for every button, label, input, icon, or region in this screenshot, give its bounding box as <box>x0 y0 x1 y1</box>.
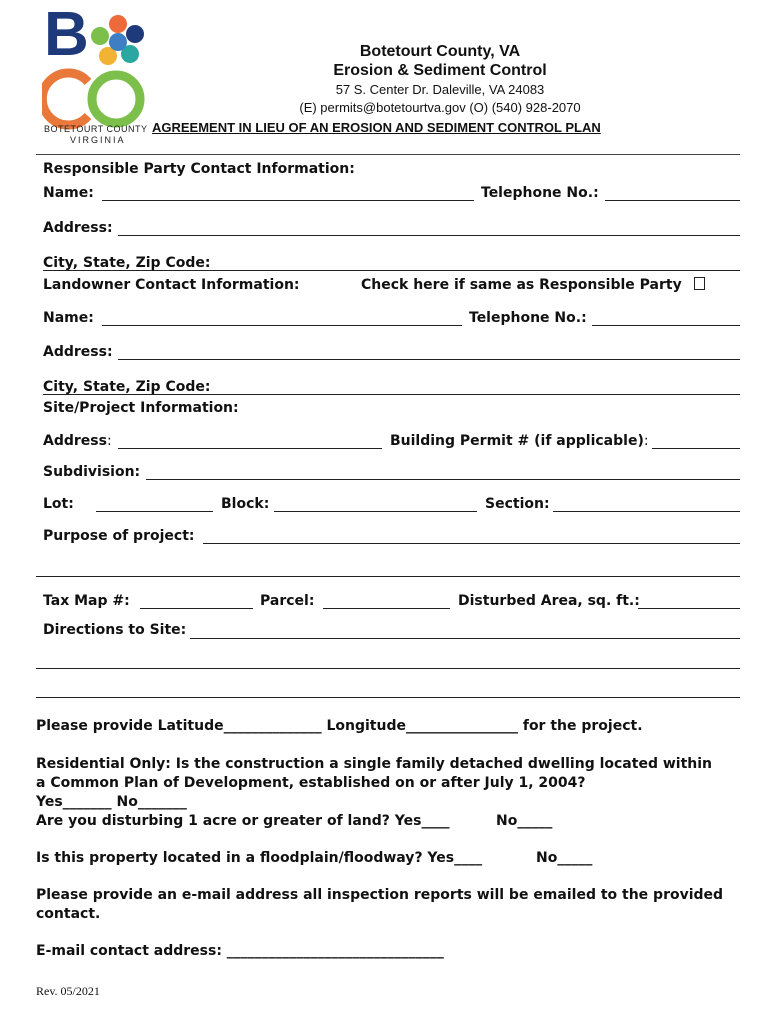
building-permit-field[interactable] <box>652 448 740 449</box>
block-field[interactable] <box>274 511 477 512</box>
residential-question-line-2: a Common Plan of Development, established on or after July 1, 2004? <box>36 775 586 791</box>
email-contact-field[interactable]: E-mail contact address: _______________________________ <box>36 943 444 959</box>
landowner-csz-field[interactable] <box>43 394 740 395</box>
org-name: Botetourt County, VA <box>359 43 521 60</box>
responsible-phone-field[interactable] <box>605 200 740 201</box>
residential-question-line-1: Residential Only: Is the construction a single family detached dwelling located within <box>36 756 712 772</box>
lat-long-question: Please provide Latitude______________ Longitude________________ for the project. <box>36 718 643 734</box>
directions-field-line-2[interactable] <box>36 668 740 669</box>
revision-label: Rev. 05/2021 <box>36 984 100 998</box>
email-note-line-1: Please provide an e-mail address all inspection reports will be emailed to the provided <box>36 887 724 903</box>
building-permit-label <box>390 433 649 449</box>
responsible-csz-label: City, State, Zip Code: <box>43 255 211 271</box>
landowner-phone-field[interactable] <box>592 325 740 326</box>
section-field[interactable] <box>553 511 740 512</box>
logo-letter-b: B <box>44 0 89 69</box>
landowner-name-label: Name: <box>43 310 94 326</box>
floodplain-no-answer[interactable]: No_____ <box>536 850 593 866</box>
site-address-text: Address <box>43 433 107 449</box>
responsible-address-label: Address: <box>43 220 113 236</box>
county-logo <box>40 0 150 145</box>
purpose-field-line-2[interactable] <box>36 576 740 577</box>
landowner-phone-label: Telephone No.: <box>469 310 587 326</box>
responsible-phone-label: Telephone No.: <box>481 185 599 201</box>
block-label: Block: <box>221 496 270 512</box>
header-divider <box>36 154 740 155</box>
building-permit-colon: : <box>643 433 649 449</box>
parcel-label: Parcel: <box>260 593 315 609</box>
directions-label: Directions to Site: <box>43 622 187 638</box>
tax-map-field[interactable] <box>140 608 253 609</box>
landowner-name-field[interactable] <box>102 325 462 326</box>
section-label: Section: <box>485 496 550 512</box>
landowner-heading: Landowner Contact Information: <box>43 277 300 293</box>
acre-question: Are you disturbing 1 acre or greater of land? Yes____ <box>36 813 450 829</box>
parcel-field[interactable] <box>323 608 450 609</box>
subdivision-label: Subdivision: <box>43 464 141 480</box>
logo-flower-icon <box>90 14 146 70</box>
lot-label: Lot: <box>43 496 74 512</box>
subdivision-field[interactable] <box>146 479 740 480</box>
landowner-address-field[interactable] <box>118 359 740 360</box>
logo-c-o-icon <box>42 68 146 130</box>
purpose-label: Purpose of project: <box>43 528 195 544</box>
logo-caption-county: BOTETOURT COUNTY <box>44 124 148 134</box>
office-contact: (E) permits@botetourtva.gov (O) (540) 928-2070 <box>299 100 581 115</box>
landowner-csz-label: City, State, Zip Code: <box>43 379 211 395</box>
logo-caption-state: VIRGINIA <box>70 135 126 145</box>
disturbed-area-label: Disturbed Area, sq. ft.: <box>458 593 640 609</box>
tax-map-label: Tax Map #: <box>43 593 130 609</box>
site-heading: Site/Project Information: <box>43 400 239 416</box>
same-as-checkbox[interactable] <box>694 277 705 290</box>
directions-field-line-3[interactable] <box>36 697 740 698</box>
building-permit-text: Building Permit # (if applicable) <box>390 433 644 449</box>
responsible-csz-field[interactable] <box>43 270 740 271</box>
directions-field[interactable] <box>190 638 740 639</box>
same-as-responsible[interactable] <box>361 277 705 293</box>
floodplain-question: Is this property located in a floodplain/floodway? Yes____ <box>36 850 483 866</box>
office-address: 57 S. Center Dr. Daleville, VA 24083 <box>335 82 545 97</box>
residential-answers[interactable]: Yes_______ No_______ <box>36 794 187 810</box>
disturbed-area-field[interactable] <box>638 608 740 609</box>
form-title: AGREEMENT IN LIEU OF AN EROSION AND SEDIMENT CONTROL PLAN <box>152 120 601 135</box>
acre-no-answer[interactable]: No_____ <box>496 813 553 829</box>
responsible-name-field[interactable] <box>102 200 474 201</box>
department-name: Erosion & Sediment Control <box>333 62 547 79</box>
email-note-line-2: contact. <box>36 906 101 922</box>
responsible-address-field[interactable] <box>118 235 740 236</box>
responsible-heading: Responsible Party Contact Information: <box>43 161 355 177</box>
landowner-address-label: Address: <box>43 344 113 360</box>
site-address-label <box>43 433 112 449</box>
same-as-label: Check here if same as Responsible Party <box>361 277 682 293</box>
responsible-name-label: Name: <box>43 185 94 201</box>
site-address-field[interactable] <box>118 448 382 449</box>
lot-field[interactable] <box>96 511 213 512</box>
purpose-field[interactable] <box>203 543 740 544</box>
site-address-colon: : <box>106 433 112 449</box>
